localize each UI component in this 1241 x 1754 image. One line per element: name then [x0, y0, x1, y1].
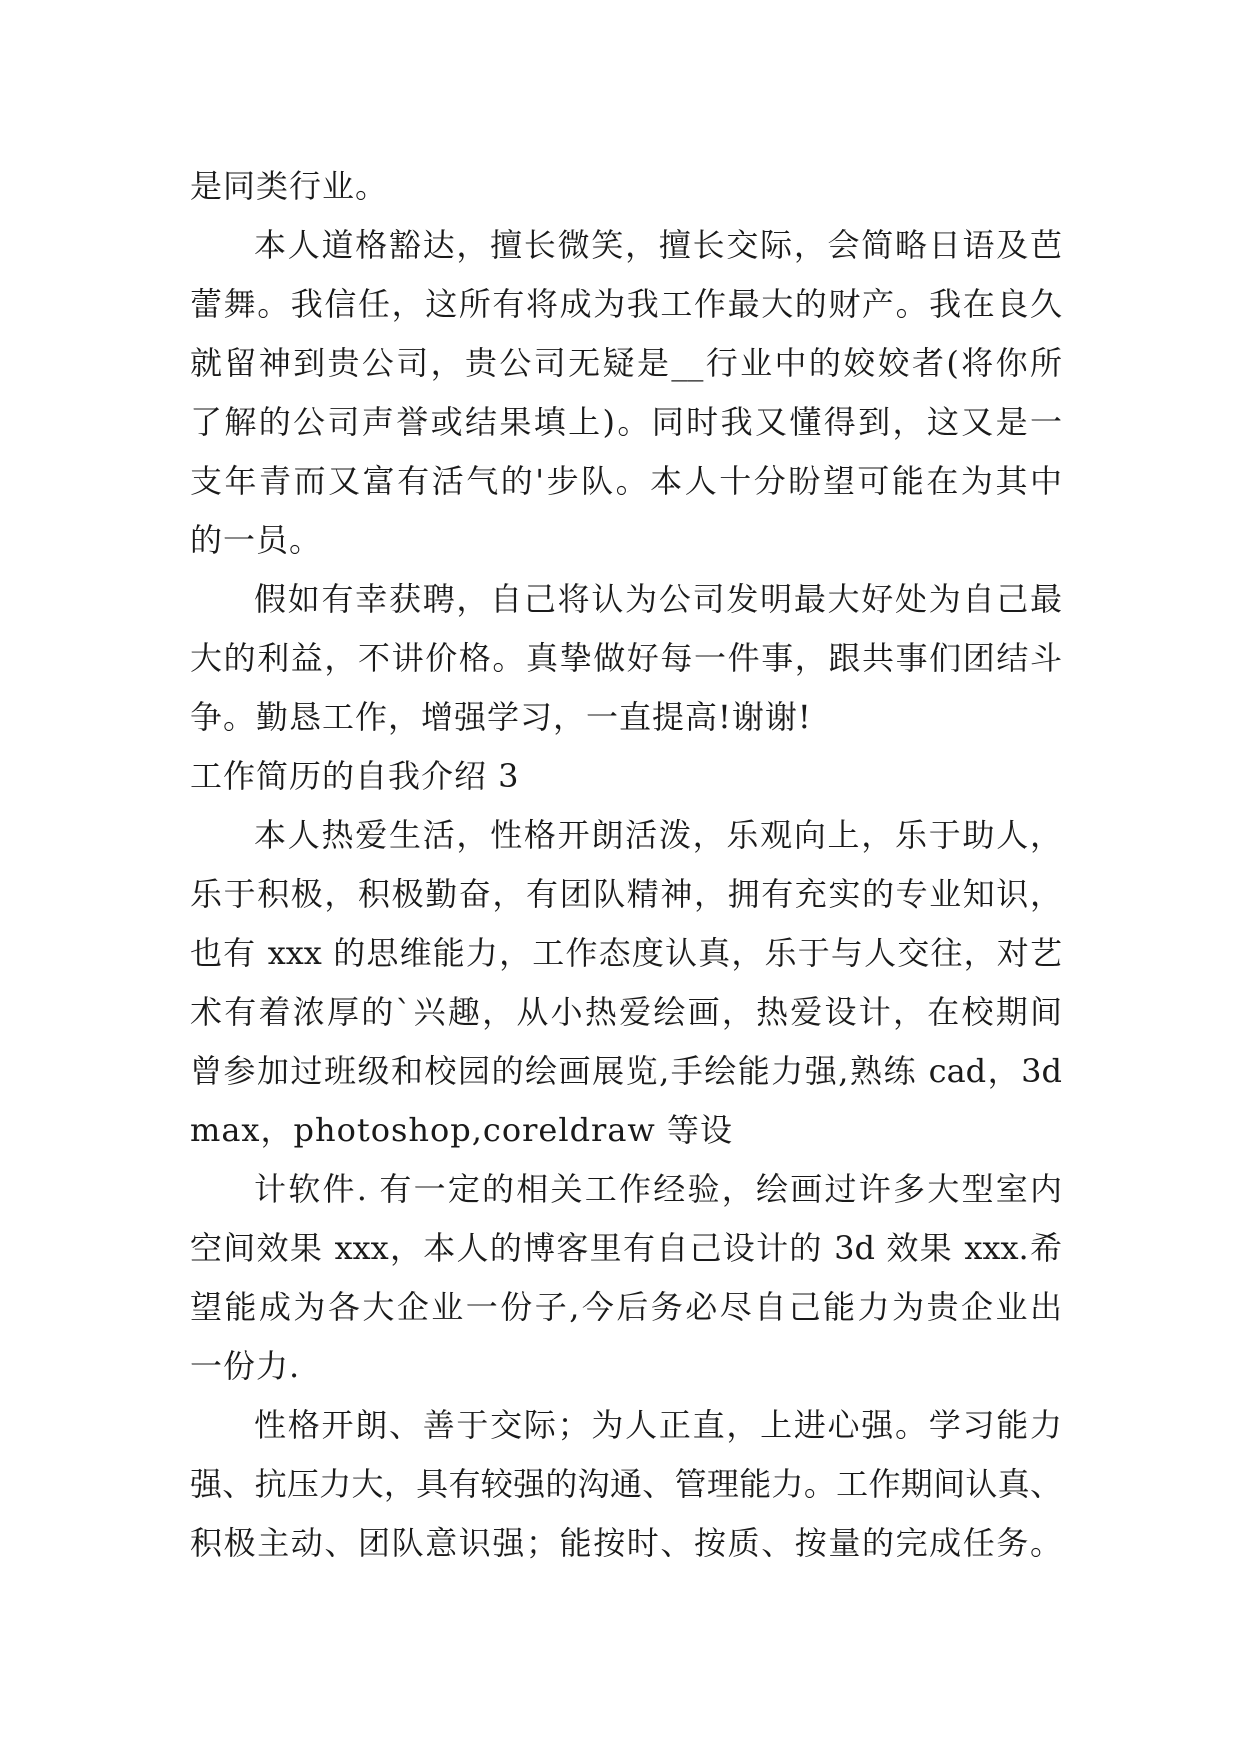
paragraph — [190, 570, 1062, 747]
paragraph — [190, 806, 1062, 1160]
text-line: 计软件. 有一定的相关工作经验，绘画过许多大型室内 — [254, 1170, 1062, 1208]
text-line: 望能成为各大企业一份子,今后务必尽自己能力为贵企业出 — [190, 1288, 1062, 1326]
text-line: 空间效果 xxx，本人的博客里有自己设计的 3d 效果 xxx.希 — [190, 1229, 1062, 1267]
text-line: 支年青而又富有活气的'步队。本人十分盼望可能在为其中 — [190, 462, 1062, 500]
document-body — [190, 157, 1062, 1573]
text-line: 蕾舞。我信任，这所有将成为我工作最大的财产。我在良久 — [190, 285, 1062, 323]
text-line: 就留神到贵公司，贵公司无疑是__行业中的姣姣者(将你所 — [190, 344, 1062, 382]
text-line: 了解的公司声誉或结果填上)。同时我又懂得到，这又是一 — [190, 403, 1062, 441]
text-line: 积极主动、团队意识强；能按时、按质、按量的完成任务。 — [190, 1524, 1062, 1562]
text-line: 一份力. — [190, 1347, 301, 1385]
text-line: 的一员。 — [190, 521, 323, 559]
paragraph — [190, 157, 1062, 216]
paragraph — [190, 1160, 1062, 1396]
text-line: 争。勤恳工作，增强学习，一直提高!谢谢! — [190, 698, 812, 736]
text-line: 性格开朗、善于交际；为人正直，上进心强。学习能力 — [254, 1406, 1062, 1444]
paragraph — [190, 216, 1062, 570]
text-line: 乐于积极，积极勤奋，有团队精神，拥有充实的专业知识， — [190, 875, 1062, 913]
section-heading: 工作简历的自我介绍 3 — [190, 757, 520, 795]
text-line: 术有着浓厚的`兴趣，从小热爱绘画，热爱设计，在校期间 — [190, 993, 1062, 1031]
paragraph — [190, 1396, 1062, 1573]
text-line: max，photoshop,coreldraw 等设 — [190, 1111, 733, 1149]
text-line: 是同类行业。 — [190, 167, 389, 205]
text-line: 假如有幸获聘，自己将认为公司发明最大好处为自己最 — [254, 580, 1062, 618]
text-line: 大的利益，不讲价格。真挚做好每一件事，跟共事们团结斗 — [190, 639, 1062, 677]
text-line: 强、抗压力大，具有较强的沟通、管理能力。工作期间认真、 — [190, 1465, 1062, 1503]
text-line: 本人道格豁达，擅长微笑，擅长交际，会简略日语及芭 — [254, 226, 1062, 264]
text-line: 曾参加过班级和校园的绘画展览,手绘能力强,熟练 cad，3d — [190, 1052, 1062, 1090]
text-line: 本人热爱生活，性格开朗活泼，乐观向上，乐于助人， — [254, 816, 1062, 854]
text-line: 也有 xxx 的思维能力，工作态度认真，乐于与人交往，对艺 — [190, 934, 1062, 972]
